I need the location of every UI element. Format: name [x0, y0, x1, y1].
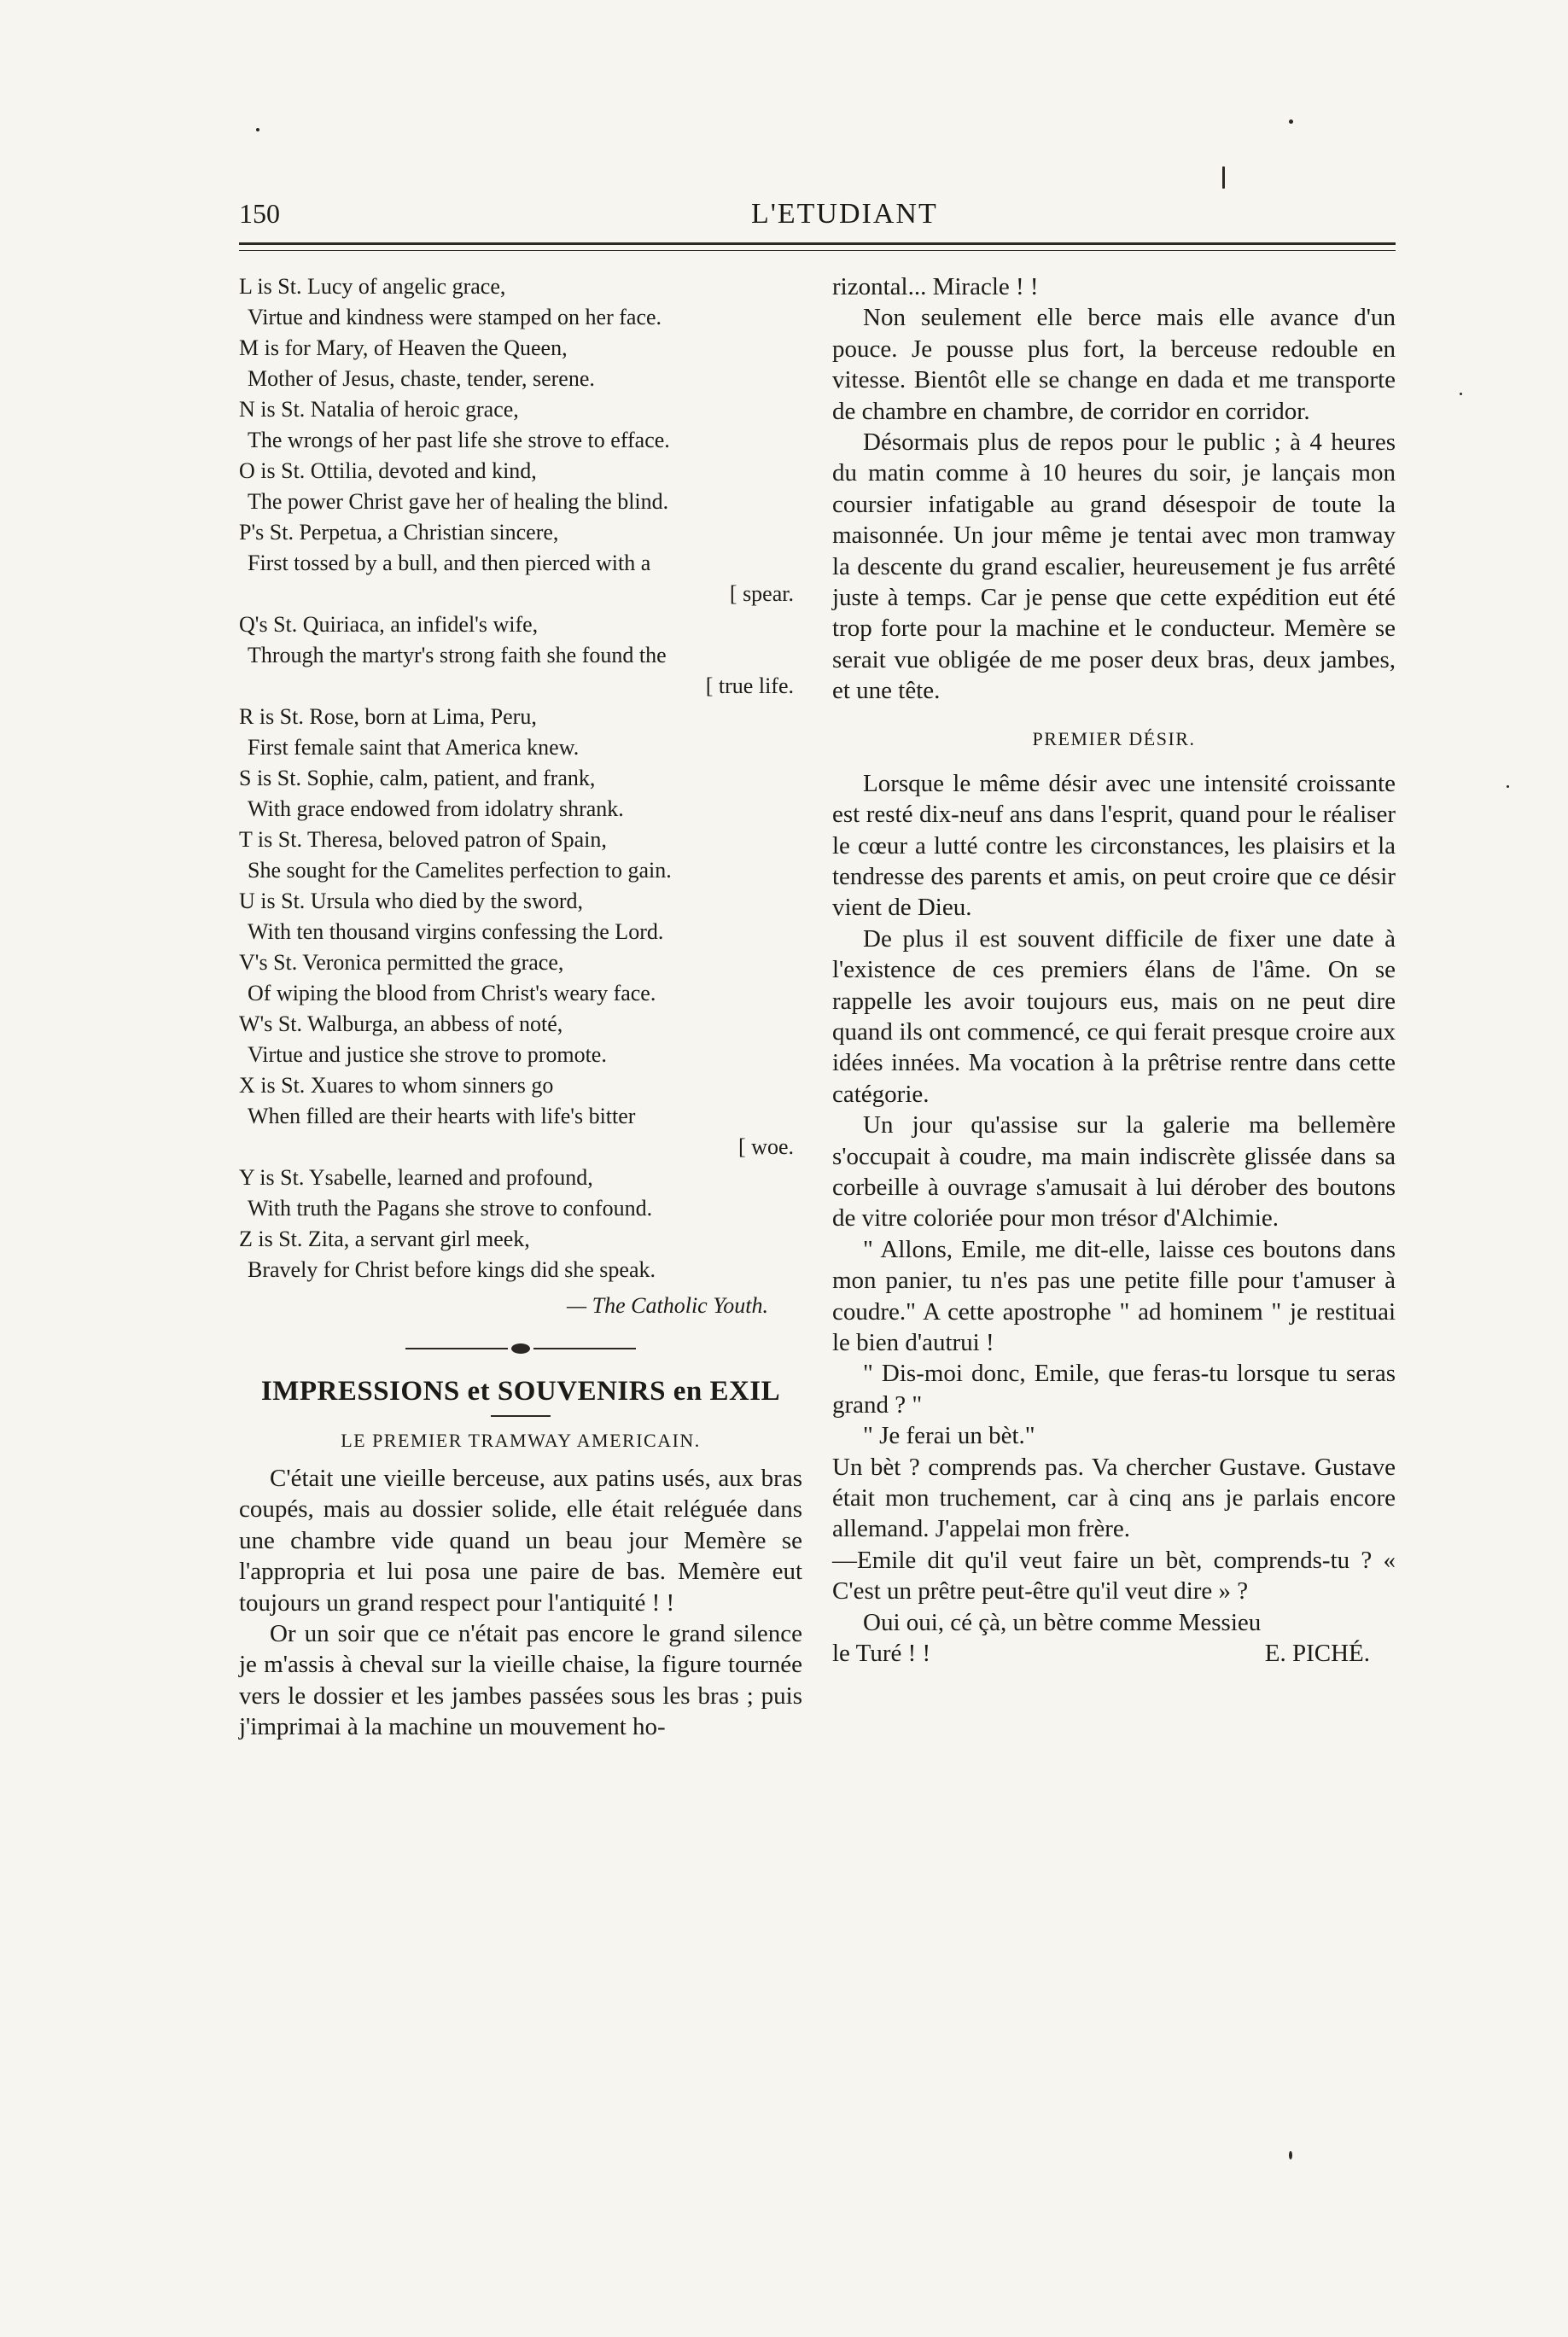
poem-line: Y is St. Ysabelle, learned and profound, — [239, 1165, 593, 1190]
paragraph: De plus il est souvent difficile de fixer une date à l'existence de ces premiers élans de l'âme. On se rappelle les avoir toujours eus, mais on ne peut dire quand ils ont commencé, ce qui ferait presque croire aux idées innées. Ma vocation à la prêtrise rentre dans cette catégorie. — [832, 924, 1396, 1108]
article-subtitle: LE PREMIER TRAMWAY AMERICAIN. — [341, 1430, 701, 1451]
scan-speck — [1289, 2151, 1292, 2159]
header-rule — [239, 242, 1396, 245]
article-body-right — [832, 271, 1396, 707]
paragraph: Non seulement elle berce mais elle avance d'un pouce. Je pousse plus fort, la berceuse redouble en vitesse. Bientôt elle se change en dada et me transporte de chambre en chambre, de corridor en corridor. — [832, 304, 1396, 425]
poem-line: With ten thousand virgins confessing the Lord. — [248, 919, 664, 944]
title-rule — [491, 1415, 551, 1417]
poem-line: When filled are their hearts with life's bitter — [248, 1104, 636, 1128]
poem-line: The power Christ gave her of healing the blind. — [248, 489, 669, 514]
poem-line: With grace endowed from idolatry shrank. — [248, 796, 624, 821]
poem-line: First tossed by a bull, and then pierced with a — [248, 551, 651, 575]
paragraph: " Allons, Emile, me dit-elle, laisse ces boutons dans mon panier, tu n'es pas une petite fille pour t'amuser à coudre." A cette apostrophe " ad hominem " je restituai le bien d'autrui ! — [832, 1235, 1396, 1356]
right-column — [832, 271, 1396, 1669]
poem-line: L is St. Lucy of angelic grace, — [239, 274, 506, 299]
scan-speck — [1507, 785, 1509, 788]
poem-line: S is St. Sophie, calm, patient, and frank, — [239, 766, 596, 790]
poem-line: The wrongs of her past life she strove to efface. — [248, 428, 670, 452]
poem-line: Mother of Jesus, chaste, tender, serene. — [248, 366, 595, 391]
page-number: 150 — [239, 198, 280, 229]
poem-line: R is St. Rose, born at Lima, Peru, — [239, 704, 537, 729]
ornamental-divider — [239, 1326, 802, 1371]
poem-line: X is St. Xuares to whom sinners go — [239, 1073, 554, 1098]
paragraph: Oui oui, cé çà, un bètre comme Messieu — [863, 1608, 1262, 1636]
paragraph: —Emile dit qu'il veut faire un bèt, comprends-tu ? « C'est un prêtre peut-être qu'il veut dire » ? — [832, 1546, 1396, 1606]
section-body — [832, 768, 1396, 1638]
paragraph: " Dis-moi donc, Emile, que feras-tu lorsque tu seras grand ? " — [832, 1360, 1396, 1419]
poem-line: [ spear. — [729, 581, 794, 606]
poem-line: [ true life. — [705, 673, 794, 698]
poem-line: W's St. Walburga, an abbess of noté, — [239, 1011, 563, 1036]
paragraph: " Je ferai un bèt." — [863, 1422, 1035, 1450]
poem-line: Q's St. Quiriaca, an infidel's wife, — [239, 612, 539, 637]
poem-line: N is St. Natalia of heroic grace, — [239, 397, 519, 422]
poem-line: Virtue and justice she strove to promote. — [248, 1042, 607, 1067]
poem-line: T is St. Theresa, beloved patron of Spain, — [239, 827, 607, 852]
page-header — [239, 198, 1396, 232]
paragraph: Un jour qu'assise sur la galerie ma bellemère s'occupait à coudre, ma main indiscrète glissée dans sa corbeille à ouvrage s'amusait à lui dérober des boutons de vitre coloriée pour mon trésor d'Alchimie. — [832, 1111, 1396, 1233]
section-heading: PREMIER DÉSIR. — [1032, 727, 1196, 749]
poem-line: [ woe. — [738, 1134, 794, 1159]
poem-line: With truth the Pagans she strove to confound. — [248, 1196, 653, 1221]
closing-text: le Turé ! ! — [832, 1640, 931, 1668]
poem-line: She sought for the Camelites perfection to gain. — [248, 858, 672, 883]
poem-line: First female saint that America knew. — [248, 735, 580, 760]
left-column — [239, 271, 802, 1743]
article-title: IMPRESSIONS et SOUVENIRS en EXIL — [260, 1376, 781, 1407]
poem-line: Virtue and kindness were stamped on her face. — [248, 305, 662, 329]
paragraph: Or un soir que ce n'était pas encore le grand silence je m'assis à cheval sur la vieille chaise, la figure tournée vers le dossier et les jambes passées sous les bras ; puis j'imprimai à la machine un mouvement ho- — [239, 1620, 802, 1741]
poem-line: O is St. Ottilia, devoted and kind, — [239, 458, 537, 483]
signature-line — [832, 1638, 1396, 1669]
paragraph: Désormais plus de repos pour le public ; à 4 heures du matin comme à 10 heures du soir, je lançais mon coursier infatigable au grand désespoir de toute la maisonnée. Un jour même je tentai avec mon tramway la descente du grand escalier, heureusement je fus arrêté juste à temps. Car je pense que cette expédition eut été trop forte pour la machine et le conducteur. Memère se serait vue obligée de me poser deux bras, deux jambes, et une tête. — [832, 428, 1396, 705]
paragraph: rizontal... Miracle ! ! — [832, 273, 1039, 300]
poem-line: U is St. Ursula who died by the sword, — [239, 889, 583, 913]
poem-line: Of wiping the blood from Christ's weary face. — [248, 981, 656, 1005]
paragraph: C'était une vieille berceuse, aux patins usés, aux bras coupés, mais au dossier solide, elle était reléguée dans une chambre vide quand un beau jour Memère se l'appropria et lui posa une paire de bas. Memère eut toujours un grand respect pour l'antiquité ! ! — [239, 1465, 802, 1617]
author-name: E. PICHÉ. — [1264, 1640, 1370, 1668]
paragraph: Lorsque le même désir avec une intensité croissante est resté dix-neuf ans dans l'esprit, quand pour le réaliser le cœur a lutté contre les circonstances, les plaisirs et la tendresse des parents et amis, on peut croire que ce désir vient de Dieu. — [832, 769, 1396, 922]
poem-line: V's St. Veronica permitted the grace, — [239, 950, 564, 975]
article-body-left — [239, 1463, 802, 1743]
scan-speck — [1289, 119, 1293, 124]
journal-title: L'ETUDIANT — [751, 198, 938, 230]
scan-speck — [256, 128, 259, 131]
scan-speck — [1222, 166, 1225, 189]
poem-line: Z is St. Zita, a servant girl meek, — [239, 1227, 530, 1251]
scan-speck — [1460, 393, 1462, 395]
poem — [239, 271, 802, 1285]
poem-line: P's St. Perpetua, a Christian sincere, — [239, 520, 559, 545]
poem-line: Bravely for Christ before kings did she speak. — [248, 1257, 656, 1282]
poem-attribution: — The Catholic Youth. — [567, 1293, 768, 1318]
header-rule-thin — [239, 250, 1396, 251]
poem-line: M is for Mary, of Heaven the Queen, — [239, 335, 568, 360]
poem-line: Through the martyr's strong faith she found the — [248, 643, 667, 667]
paragraph: Un bèt ? comprends pas. Va chercher Gustave. Gustave était mon truchement, car à cinq ans je parlais encore allemand. J'appelai mon frère. — [832, 1453, 1396, 1543]
